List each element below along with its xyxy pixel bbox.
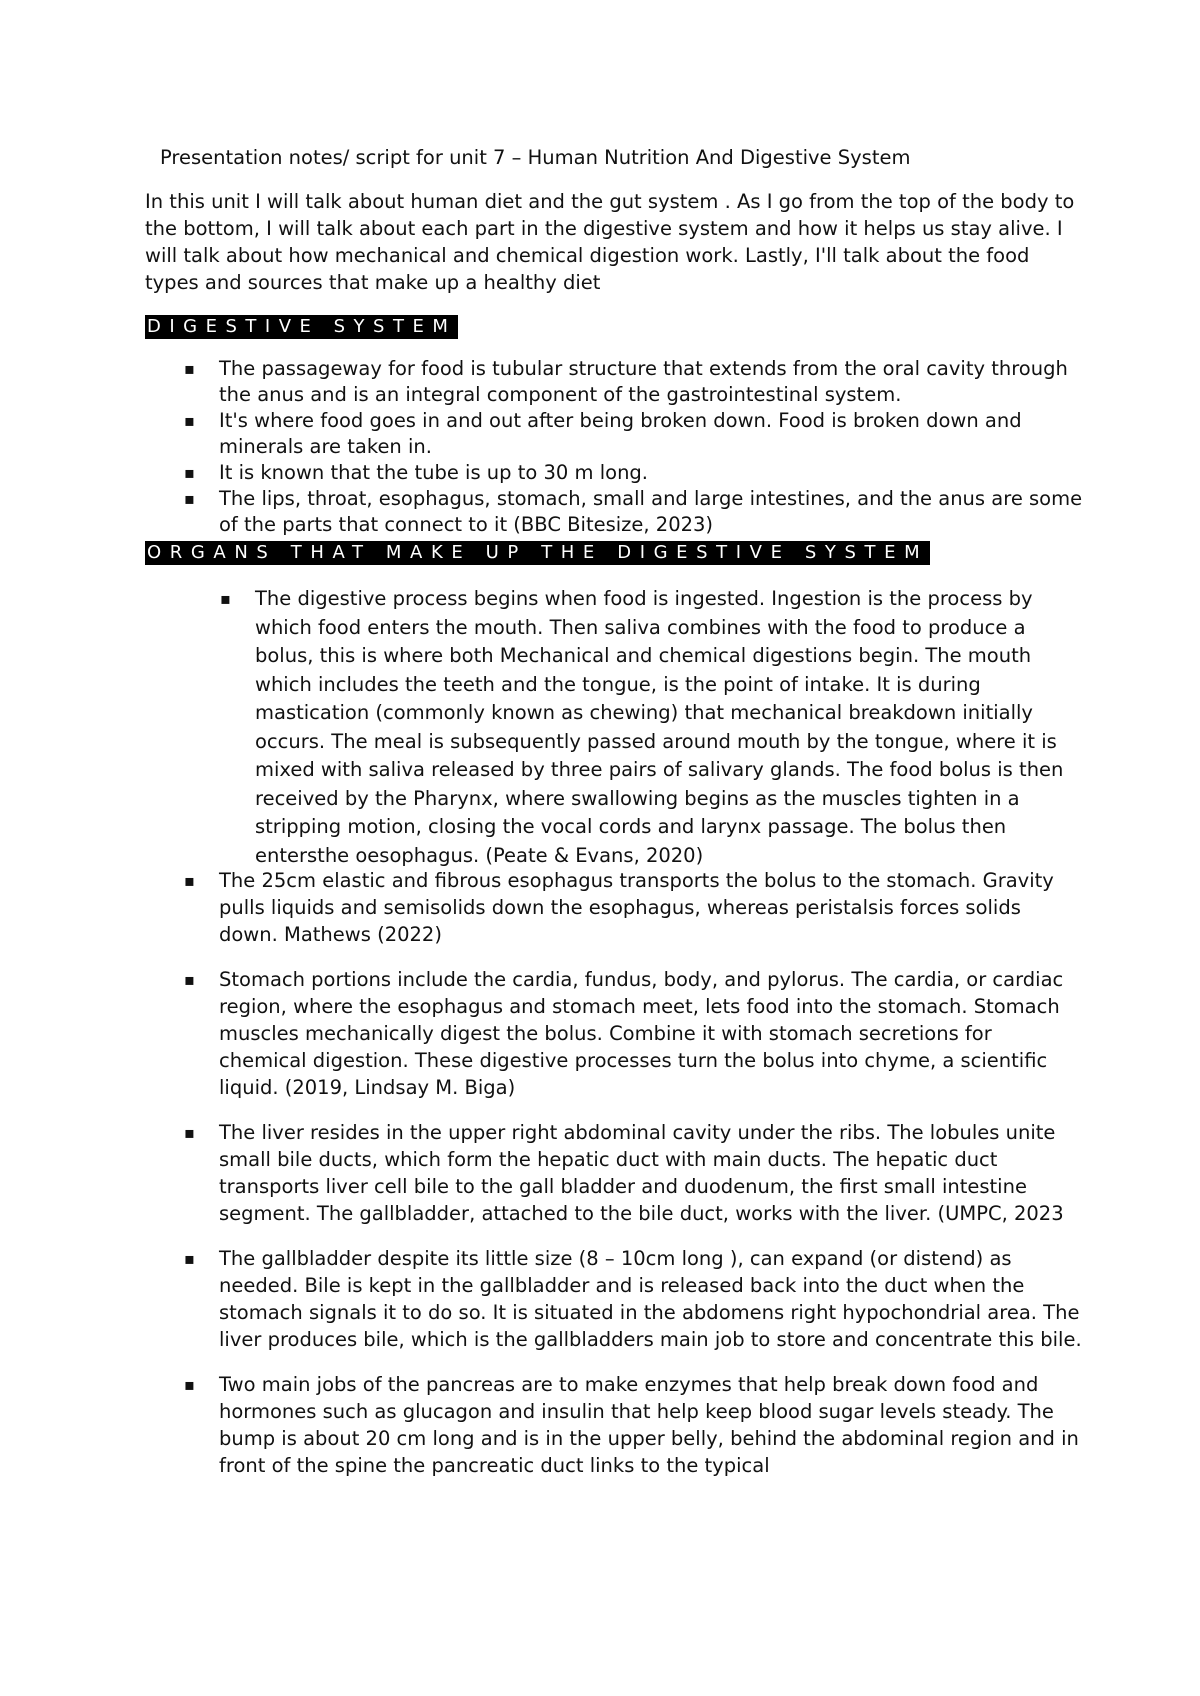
list-item <box>184 460 1084 486</box>
square-bullet-icon: ▪ <box>184 359 195 378</box>
list-item-text: The digestive process begins when food is ingested. Ingestion is the process by which food enters the mouth. Then saliva combines with the food to produce a bolus, this is where both Mechanical and chemical digestions begin. The mouth which includes the teeth and the tongue, is the point of intake. It is during mastication (commonly known as chewing) that mechanical breakdown initially occurs. The meal is subsequently passed around mouth by the tongue, where it is mixed with saliva released by three pairs of salivary glands. The food bolus is then received by the Pharynx, where swallowing begins as the muscles tighten in a stripping motion, closing the vocal cords and larynx passage. The bolus then entersthe oesophagus. (Peate & Evans, 2020) <box>255 587 1064 867</box>
list-item <box>184 1119 1084 1227</box>
square-bullet-icon: ▪ <box>220 589 231 608</box>
square-bullet-icon: ▪ <box>184 871 195 890</box>
list-item <box>184 408 1084 460</box>
list-item-text: The passageway for food is tubular structure that extends from the oral cavity through the anus and is an integral component of the gastrointestinal system. <box>219 357 1068 406</box>
list-item <box>184 356 1084 408</box>
list-item-text: It is known that the tube is up to 30 m long. <box>219 461 649 484</box>
intro-paragraph: In this unit I will talk about human diet and the gut system . As I go from the top of the body to the bottom, I will talk about each part in the digestive system and how it helps us stay alive. I will talk about how mechanical and chemical digestion work. Lastly, I'll talk about the food types and sources that make up a healthy diet <box>145 190 1075 294</box>
organs-bullet-list <box>184 867 1084 1497</box>
square-bullet-icon: ▪ <box>184 411 195 430</box>
list-item <box>184 867 1084 948</box>
list-item-text: The liver resides in the upper right abdominal cavity under the ribs. The lobules unite small bile ducts, which form the hepatic duct with main ducts. The hepatic duct transports liver cell bile to the gall bladder and duodenum, the first small intestine segment. The gallbladder, attached to the bile duct, works with the liver. (UMPC, 2023 <box>219 1121 1064 1225</box>
list-item-text: The 25cm elastic and fibrous esophagus transports the bolus to the stomach. Gravity pulls liquids and semisolids down the esophagus, whereas peristalsis forces solids down. Mathews (2022) <box>219 869 1054 946</box>
list-item-text: Stomach portions include the cardia, fundus, body, and pylorus. The cardia, or cardiac region, where the esophagus and stomach meet, lets food into the stomach. Stomach muscles mechanically digest the bolus. Combine it with stomach secretions for chemical digestion. These digestive processes turn the bolus into chyme, a scientific liquid. (2019, Lindsay M. Biga) <box>219 968 1064 1099</box>
square-bullet-icon: ▪ <box>184 1375 195 1394</box>
document-title: Presentation notes/ script for unit 7 – Human Nutrition And Digestive System <box>160 146 911 169</box>
list-item-text: The gallbladder despite its little size (8 – 10cm long ), can expand (or distend) as needed. Bile is kept in the gallbladder and is released back into the duct when the stomach signals it to do so. It is situated in the abdomens right hypochondrial area. The liver produces bile, which is the gallbladders main job to store and concentrate this bile. <box>219 1247 1082 1351</box>
square-bullet-icon: ▪ <box>184 489 195 508</box>
list-item <box>184 486 1084 538</box>
list-item <box>184 1245 1084 1353</box>
list-item <box>184 966 1084 1101</box>
list-item-text: It's where food goes in and out after being broken down. Food is broken down and minerals are taken in. <box>219 409 1022 458</box>
list-item <box>184 1371 1084 1479</box>
section-heading-digestive-system: DIGESTIVE SYSTEM <box>147 316 457 337</box>
square-bullet-icon: ▪ <box>184 1249 195 1268</box>
section-heading-organs: ORGANS THAT MAKE UP THE DIGESTIVE SYSTEM <box>147 542 929 563</box>
square-bullet-icon: ▪ <box>184 970 195 989</box>
square-bullet-icon: ▪ <box>184 463 195 482</box>
list-item-text: The lips, throat, esophagus, stomach, small and large intestines, and the anus are some of the parts that connect to it (BBC Bitesize, 2023) <box>219 487 1083 536</box>
square-bullet-icon: ▪ <box>184 1123 195 1142</box>
organs-indented-bullet-list <box>220 585 1082 870</box>
list-item-text: Two main jobs of the pancreas are to make enzymes that help break down food and hormones such as glucagon and insulin that help keep blood sugar levels steady. The bump is about 20 cm long and is in the upper belly, behind the abdominal region and in front of the spine the pancreatic duct links to the typical <box>219 1373 1079 1477</box>
digestive-system-bullet-list <box>184 356 1084 538</box>
list-item <box>220 585 1082 870</box>
